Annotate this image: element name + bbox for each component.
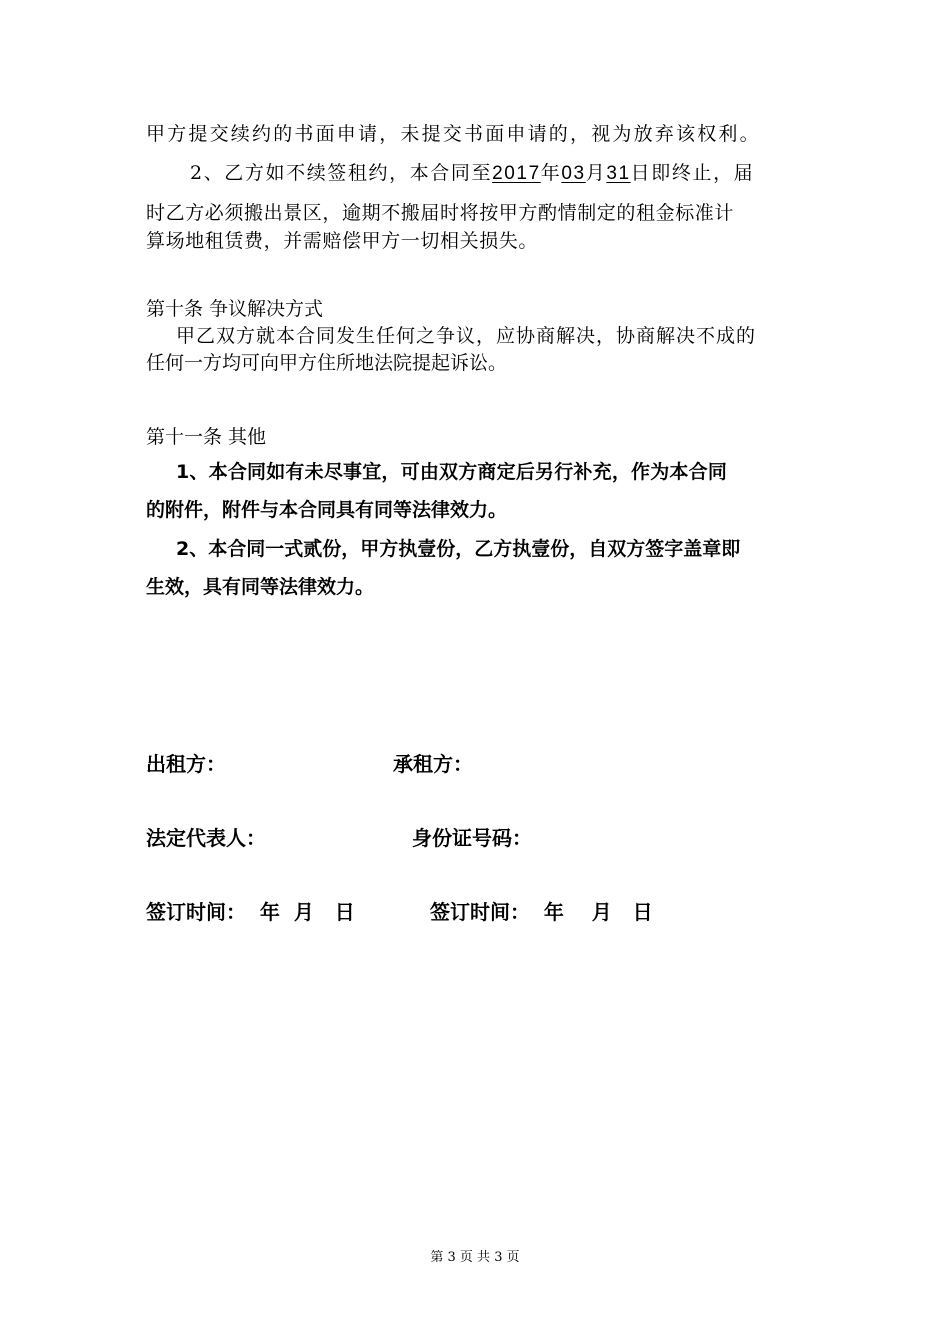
id-number-label: 身份证号码： [412, 826, 532, 850]
item-2-line-3: 算场地租赁费，并需赔偿甲方一切相关损失。 [146, 230, 539, 252]
year-unit: 年 [540, 162, 562, 184]
end-year: 2017 [492, 163, 541, 184]
item-2-suffix: 日即终止，届 [630, 162, 755, 184]
lessee-label: 承租方： [393, 752, 473, 776]
item-2-line-1 [190, 161, 754, 186]
legal-rep-label: 法定代表人： [146, 826, 266, 850]
item-2-line-2: 时乙方必须搬出景区，逾期不搬届时将按甲方酌情制定的租金标准计 [146, 202, 735, 224]
article-11-item-2-line-1: 2、本合同一式贰份，甲方执壹份，乙方执壹份，自双方签字盖章即 [176, 538, 741, 560]
item-2-prefix: 2、乙方如不续签租约，本合同至 [190, 162, 493, 184]
sign-date-right: 签订时间： 年 月 日 [430, 900, 653, 924]
article-10-line-2: 任何一方均可向甲方住所地法院提起诉讼。 [146, 352, 508, 374]
article-10-title: 第十条 争议解决方式 [146, 298, 324, 320]
end-month: 03 [561, 163, 586, 184]
article-11-item-1-line-1: 1、本合同如有未尽事宜，可由双方商定后另行补充，作为本合同 [176, 461, 728, 483]
lessor-label: 出租方： [146, 752, 226, 776]
article-11-item-1-line-2: 的附件，附件与本合同具有同等法律效力。 [146, 499, 508, 521]
page-footer: 第 3 页 共 3 页 [430, 1250, 520, 1265]
sign-date-left: 签订时间： 年 月 日 [146, 900, 355, 924]
article-11-title: 第十一条 其他 [146, 426, 267, 448]
paragraph-line: 甲方提交续约的书面申请，未提交书面申请的，视为放弃该权利。 [146, 123, 761, 145]
month-unit: 月 [585, 162, 607, 184]
end-day: 31 [606, 163, 631, 184]
article-10-line-1: 甲乙双方就本合同发生任何之争议，应协商解决，协商解决不成的 [176, 325, 757, 347]
article-11-item-2-line-2: 生效，具有同等法律效力。 [146, 576, 375, 598]
